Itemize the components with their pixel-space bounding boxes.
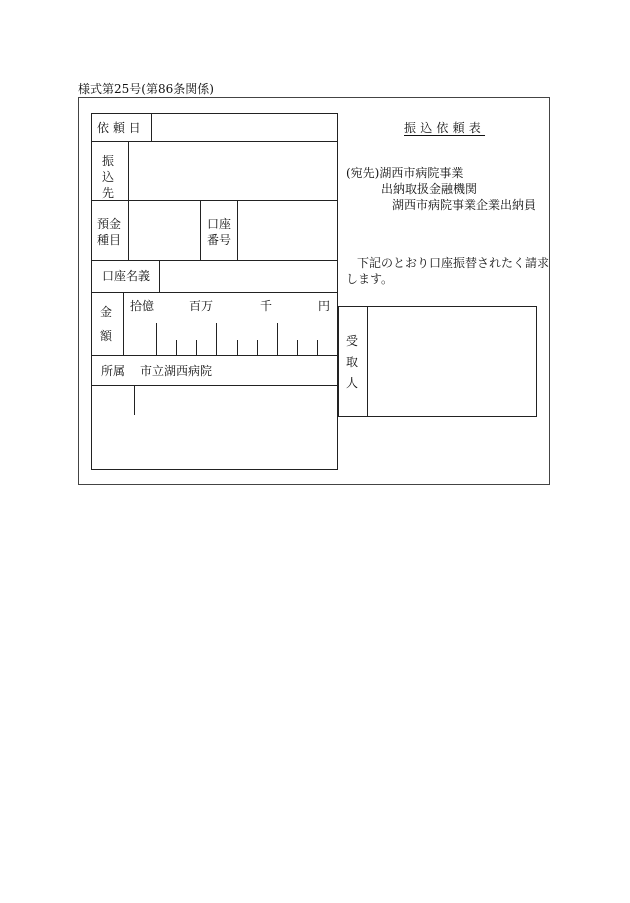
account-number-label: 口座 番号 [207, 217, 232, 247]
receiver-label: 受 取 人 [345, 334, 358, 390]
request-text-line2: します。 [346, 272, 394, 286]
unit-sen: 千 [260, 299, 273, 313]
transfer-to-label: 振 込 先 [101, 154, 114, 200]
transfer-table [91, 113, 338, 470]
affiliation-value: 市立湖西病院 [140, 364, 213, 378]
deposit-type-label: 預金 種目 [97, 217, 122, 247]
unit-oku: 拾億 [130, 299, 155, 313]
affiliation-label: 所属 [101, 364, 126, 378]
amount-label: 金 額 [99, 305, 112, 343]
unit-en: 円 [318, 299, 331, 313]
addressee-line1: (宛先)湖西市病院事業 [346, 166, 464, 180]
request-date-label: 依 頼 日 [97, 121, 141, 135]
addressee-line2: 出納取扱金融機関 [381, 182, 478, 196]
form-title: 振込依頼表 [404, 121, 486, 135]
receiver-box [338, 306, 537, 417]
form-number-label: 様式第25号(第86条関係) [78, 82, 214, 96]
addressee-line3: 湖西市病院事業企業出納員 [392, 198, 537, 212]
account-name-label: 口座名義 [102, 269, 151, 283]
unit-hyakuman: 百万 [189, 299, 214, 313]
request-text-line1: 下記のとおり口座振替されたく請求 [357, 256, 550, 270]
